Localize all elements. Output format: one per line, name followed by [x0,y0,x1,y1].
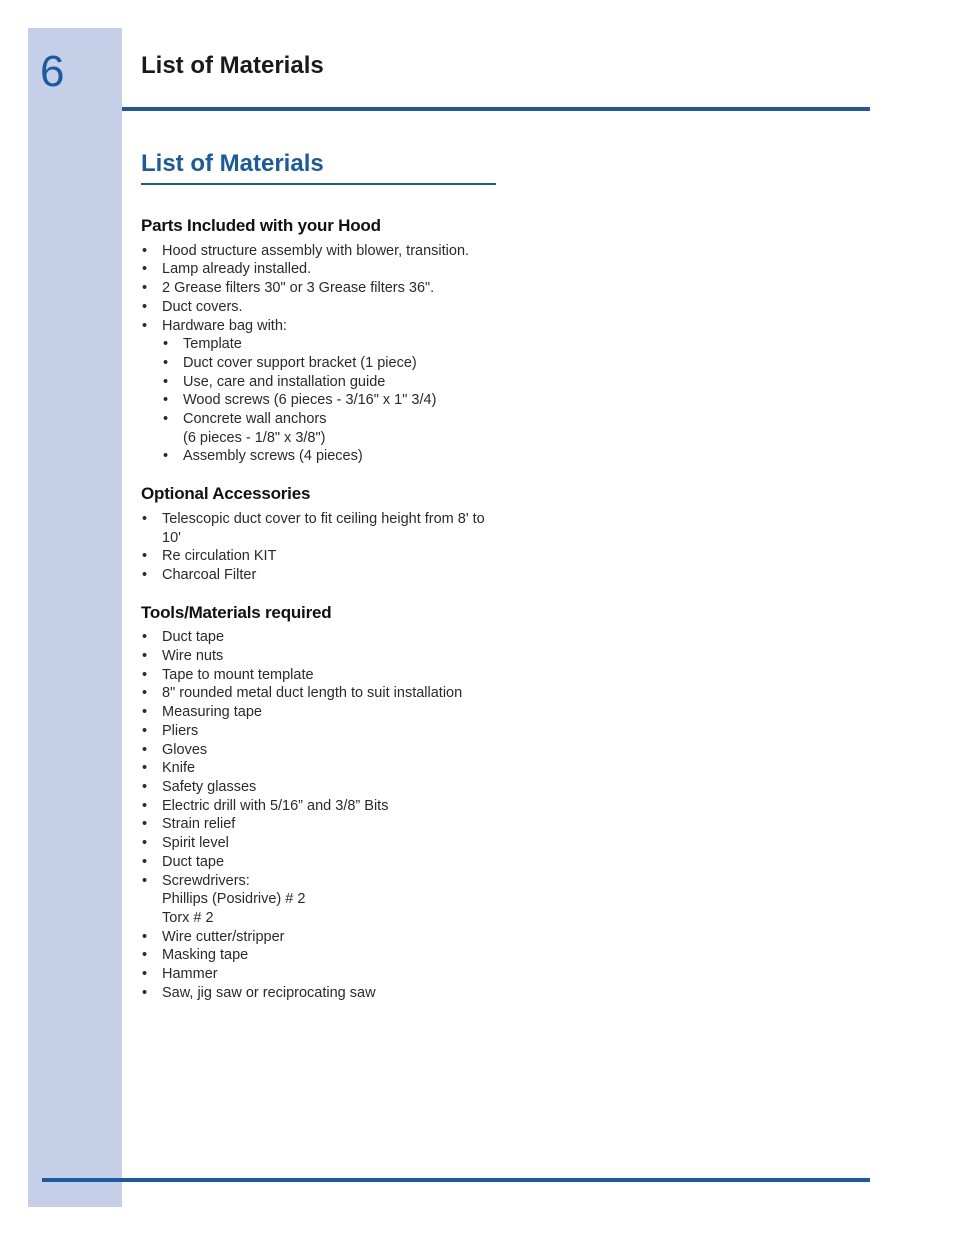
list-item-hardware-bag [141,317,501,467]
list-item: • Gloves [141,741,501,760]
list-item-label: • Screwdrivers: [162,872,250,889]
list-item: • Duct covers. [141,298,501,317]
sublist-item: • Duct cover support bracket (1 piece) [162,354,501,373]
parts-list [141,242,501,466]
sublist-item: • Template [162,335,501,354]
sublist-item: • Assembly screws (4 pieces) [162,447,501,466]
anchors-detail: (6 pieces - 1/8" x 3/8") [183,429,326,446]
page-number: 6 [40,47,65,96]
list-item: • Pliers [141,722,501,741]
screwdriver-detail: Phillips (Posidrive) # 2 [162,891,306,908]
optional-list [141,510,501,585]
list-item: • 8" rounded metal duct length to suit installation [141,684,501,703]
list-item: • Knife [141,759,501,778]
list-item: • Hammer [141,965,501,984]
list-item-screwdrivers [141,872,501,928]
tools-list [141,628,501,1002]
list-item: • Tape to mount template [141,666,501,685]
list-item: • Wire nuts [141,647,501,666]
list-item: • Duct tape [141,628,501,647]
list-item: • Telescopic duct cover to fit ceiling height from 8' to 10' [141,510,501,547]
list-item: • Hood structure assembly with blower, transition. [141,242,501,261]
list-item: • Duct tape [141,853,501,872]
section-title: List of Materials [141,150,324,177]
list-item: • Wire cutter/stripper [141,928,501,947]
materials-content [141,217,501,1002]
list-item-label: Hardware bag with: [162,317,287,334]
list-item: • Lamp already installed. [141,260,501,279]
sublist-item-anchors [162,410,501,447]
list-item: • 2 Grease filters 30" or 3 Grease filters 36". [141,279,501,298]
sublist-item-label: • Concrete wall anchors [183,411,327,428]
parts-heading: Parts Included with your Hood [141,216,381,235]
list-item: • Charcoal Filter [141,566,501,585]
list-item: • Measuring tape [141,703,501,722]
section-title-underline [141,183,496,185]
list-item: • Re circulation KIT [141,547,501,566]
page-header-title: List of Materials [141,52,324,79]
list-item: • Electric drill with 5/16” and 3/8” Bits [141,797,501,816]
list-item: • Masking tape [141,946,501,965]
page-sidebar [28,28,122,1207]
list-item: • Strain relief [141,815,501,834]
footer-rule [42,1178,870,1182]
list-item: • Safety glasses [141,778,501,797]
hardware-sublist [162,335,501,466]
screwdriver-detail: Torx # 2 [162,909,214,926]
header-rule [122,107,870,111]
optional-heading: Optional Accessories [141,484,311,504]
sublist-item: • Wood screws (6 pieces - 3/16" x 1" 3/4) [162,391,501,410]
list-item: • Spirit level [141,834,501,853]
list-item: • Saw, jig saw or reciprocating saw [141,984,501,1003]
tools-heading: Tools/Materials required [141,602,332,622]
sublist-item: • Use, care and installation guide [162,373,501,392]
